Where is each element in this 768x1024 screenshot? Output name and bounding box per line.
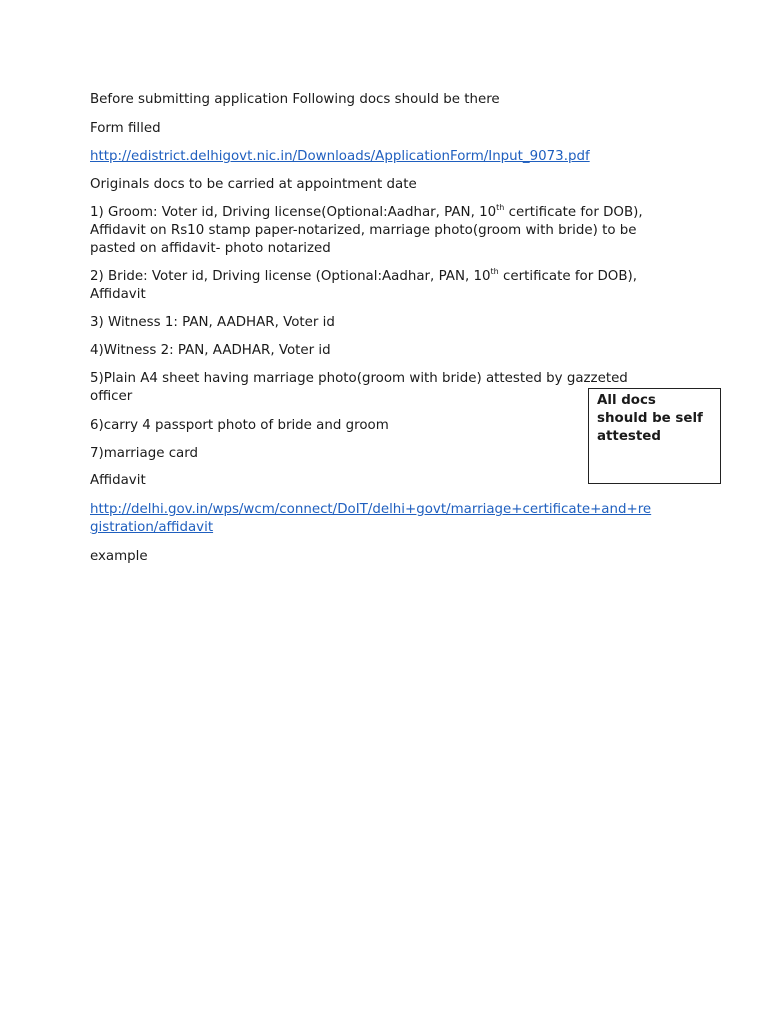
item-3-text: 3) Witness 1: PAN, AADHAR, Voter id [90,315,335,330]
intro-text: Before submitting application Following docs should be there [90,92,500,107]
originals-text: Originals docs to be carried at appointment date [90,177,417,192]
item-6-text: 6)carry 4 passport photo of bride and groom [90,418,389,433]
item-2-superscript: th [490,267,499,276]
self-attested-note-box [588,388,721,484]
item-2-text-a: 2) Bride: Voter id, Driving license (Optional:Aadhar, PAN, 10 [90,269,491,284]
item-4-text: 4)Witness 2: PAN, AADHAR, Voter id [90,343,331,358]
item-1-line-2: Affidavit on Rs10 stamp paper-notarized, marriage photo(groom with bride) to be [90,223,637,238]
item-2-line-1 [90,268,637,286]
note-line-2: should be self [597,411,703,426]
item-2-text-b: certificate for DOB), [498,269,638,284]
item-2-line-2: Affidavit [90,287,146,302]
item-1-line-3: pasted on affidavit- photo notarized [90,241,331,256]
note-line-1: All docs [597,393,656,408]
item-1-text-a: 1) Groom: Voter id, Driving license(Optional:Aadhar, PAN, 10 [90,205,497,220]
affidavit-link-line-2[interactable]: gistration/affidavit [90,520,214,535]
application-form-link[interactable]: http://edistrict.delhigovt.nic.in/Downloads/ApplicationForm/Input_9073.pdf [90,149,590,164]
item-5-line-2: officer [90,389,133,404]
item-7-text: 7)marriage card [90,446,199,461]
form-filled-text: Form filled [90,121,161,136]
note-line-3: attested [597,429,661,444]
example-text: example [90,549,148,564]
item-5-line-1: 5)Plain A4 sheet having marriage photo(groom with bride) attested by gazzeted [90,371,628,386]
affidavit-heading: Affidavit [90,473,146,488]
item-1-text-b: certificate for DOB), [504,205,643,220]
item-1-line-1 [90,204,643,222]
affidavit-link-line-1[interactable]: http://delhi.gov.in/wps/wcm/connect/DoIT/delhi+govt/marriage+certificate+and+re [90,502,652,517]
item-1-superscript: th [496,203,505,212]
